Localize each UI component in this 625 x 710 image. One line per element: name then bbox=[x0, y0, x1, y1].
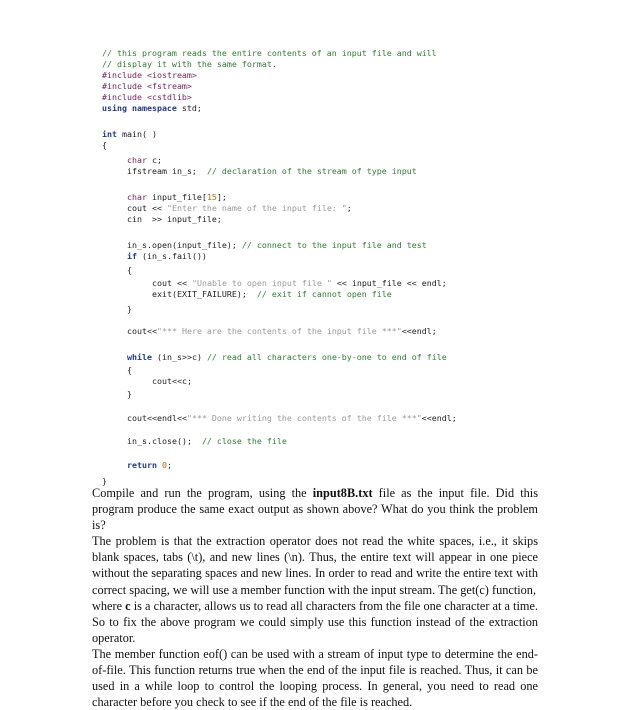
code-line-inner-close: } bbox=[127, 304, 132, 314]
code-line-cout-prompt: cout << "Enter the name of the input file: "; bbox=[127, 203, 352, 213]
code-line-cout-error: cout << "Unable to open input file " << input_file << endl; bbox=[152, 278, 447, 288]
code-line-include-iostream: #include <iostream> bbox=[102, 70, 197, 80]
code-line-loop-open: { bbox=[127, 365, 132, 375]
paragraph-problem: The problem is that the extraction operator does not read the white spaces, i.e., it skips blank spaces, tabs (\t), and new lines (\n). Thus, the entire text will appear in one piece without the separating spaces and new lines. In order to read and write the entire text with correct spacing, we will use a member function with the input stream. The get(c) function, bbox=[92, 534, 538, 597]
code-line-loop-close: } bbox=[127, 389, 132, 399]
code-line-close-brace: } bbox=[102, 476, 107, 486]
code-line-main: int main( ) bbox=[102, 129, 157, 139]
explanation-text bbox=[92, 485, 538, 710]
code-line-exit: exit(EXIT_FAILURE); // exit if cannot open file bbox=[152, 289, 392, 299]
code-line-comment-2: // display it with the same format. bbox=[102, 59, 277, 69]
code-line-char-decl: char c; bbox=[127, 155, 162, 165]
code-line-using: using namespace std; bbox=[102, 103, 202, 113]
code-line-char-array: char input_file[15]; bbox=[127, 192, 227, 202]
code-line-inner-open: { bbox=[127, 265, 132, 275]
code-line-include-fstream: #include <fstream> bbox=[102, 81, 192, 91]
input-file-name: input8B.txt bbox=[312, 486, 373, 500]
paragraph-eof: The member function eof() can be used with a stream of input type to determine the end-of-file. This function returns true when the end of the input file is reached. Thus, it can be used in a while loop to control the looping process. In general, you need to read one character before you check to see if the end of the file is reached. bbox=[92, 646, 538, 710]
code-line-ifstream: ifstream in_s; // declaration of the stream of type input bbox=[127, 166, 417, 176]
code-line-include-cstdlib: #include <cstdlib> bbox=[102, 92, 192, 102]
code-line-cout-header: cout<<"*** Here are the contents of the input file ***"<<endl; bbox=[127, 326, 437, 336]
code-line-while: while (in_s>>c) // read all characters one-by-one to end of file bbox=[127, 352, 447, 362]
code-line-if: if (in_s.fail()) bbox=[127, 251, 207, 261]
paragraph-question: Compile and run the program, using the input8B.txt file as the input file. Did this program produce the same exact output as shown above? What do you think the problem is? bbox=[92, 486, 538, 533]
code-line-cin: cin >> input_file; bbox=[127, 214, 222, 224]
code-line-return: return 0; bbox=[127, 460, 172, 470]
code-line-close: in_s.close(); // close the file bbox=[127, 436, 287, 446]
code-line-open-brace: { bbox=[102, 140, 107, 150]
code-line-comment-1: // this program reads the entire contents of an input file and will bbox=[102, 48, 437, 58]
code-line-cout-footer: cout<<endl<<"*** Done writing the contents of the file ***"<<endl; bbox=[127, 413, 457, 423]
code-line-open: in_s.open(input_file); // connect to the input file and test bbox=[127, 240, 427, 250]
paragraph-get-function: where c is a character, allows us to read all characters from the file one character at a time. So to fix the above program we could simply use this function instead of the extraction operator. bbox=[92, 598, 538, 645]
code-line-loop-body: cout<<c; bbox=[152, 376, 192, 386]
